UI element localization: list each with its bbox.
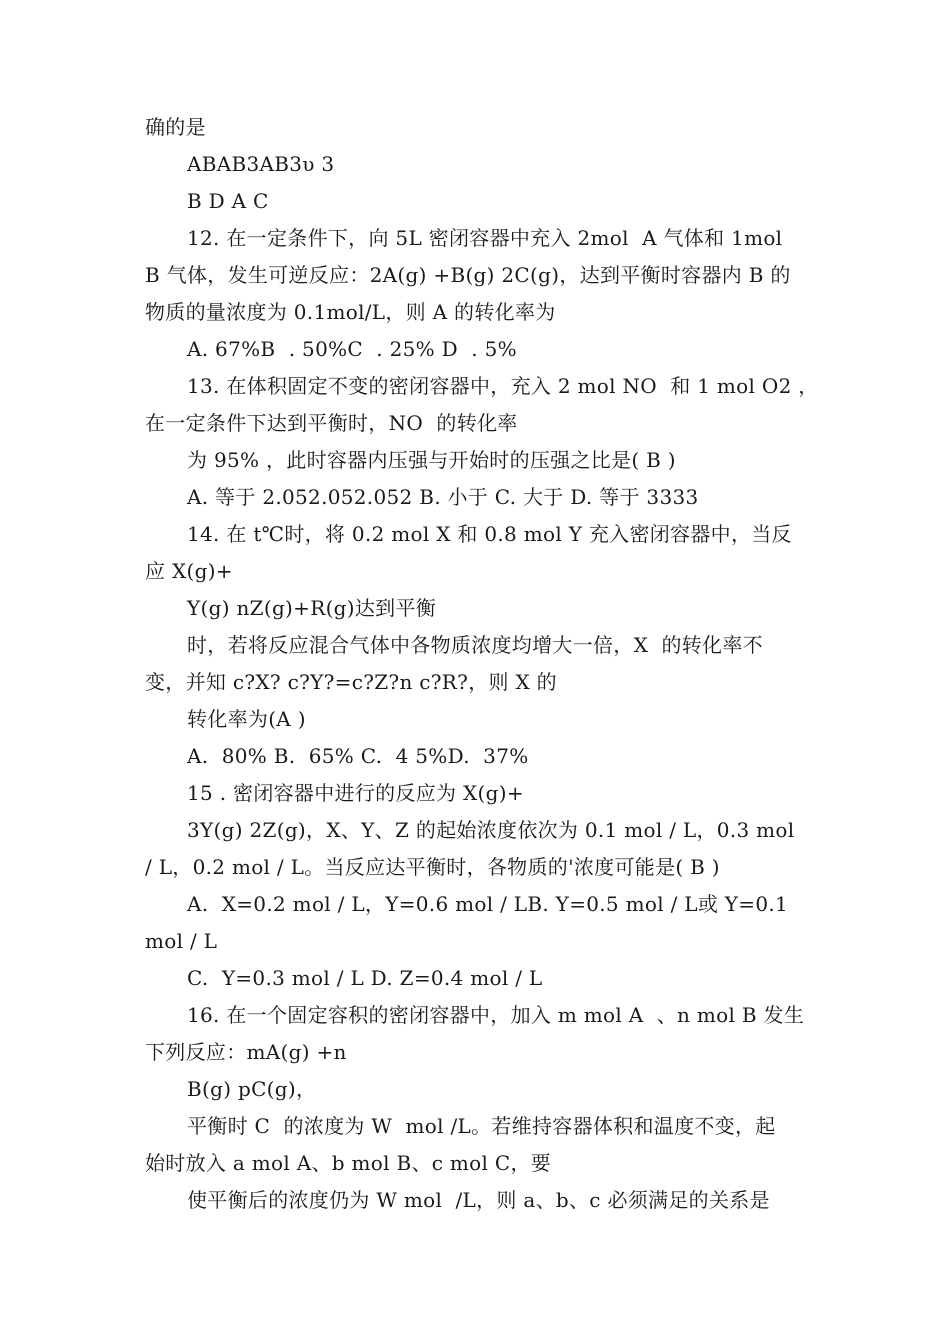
text-line: B D A C [187, 189, 269, 213]
text-line: ABAB3AB3υ 3 [187, 152, 335, 176]
text-line: mol / L [145, 929, 218, 953]
text-line: 物质的量浓度为 0.1mol/L，则 A 的转化率为 [145, 300, 556, 324]
answer-options-line: C. Y=0.3 mol / L D. Z=0.4 mol / L [187, 966, 543, 990]
text-line: 确的是 [145, 115, 206, 139]
answer-options-line: A. 67%B . 50%C . 25% D . 5% [187, 337, 517, 361]
question-16-line: 16. 在一个固定容积的密闭容器中，加入 m mol A 、n mol B 发生 [187, 1003, 805, 1027]
question-13-line: 13. 在体积固定不变的密闭容器中，充入 2 mol NO 和 1 mol O2 ， [187, 374, 819, 398]
text-line: 在一定条件下达到平衡时，NO 的转化率 [145, 411, 518, 435]
text-line: B 气体，发生可逆反应：2A(g) +B(g) 2C(g)，达到平衡时容器内 B 的 [145, 263, 791, 287]
text-line: 使平衡后的浓度仍为 W mol /L，则 a、b、c 必须满足的关系是 [187, 1188, 770, 1212]
text-line: B(g) pC(g)， [187, 1077, 317, 1101]
text-line: 应 X(g)+ [145, 559, 233, 583]
question-12-line: 12. 在一定条件下，向 5L 密闭容器中充入 2mol A 气体和 1mol [187, 226, 783, 250]
text-line: 变，并知 c?X? c?Y?=c?Z?n c?R?，则 X 的 [145, 670, 557, 694]
text-line: 为 95% ，此时容器内压强与开始时的压强之比是( B ) [187, 448, 676, 472]
text-line: Y(g) nZ(g)+R(g)达到平衡 [187, 596, 437, 620]
answer-options-line: A. X=0.2 mol / L，Y=0.6 mol / LB. Y=0.5 mol / L或 Y=0.1 [187, 892, 789, 916]
answer-options-line: A. 等于 2.052.052.052 B. 小于 C. 大于 D. 等于 3333 [187, 485, 699, 509]
question-15-line: 15 . 密闭容器中进行的反应为 X(g)+ [187, 781, 524, 805]
text-line: 平衡时 C 的浓度为 W mol /L。若维持容器体积和温度不变，起 [187, 1114, 776, 1138]
question-14-line: 14. 在 t℃时，将 0.2 mol X 和 0.8 mol Y 充入密闭容器中，当反 [187, 522, 792, 546]
answer-options-line: A. 80% B. 65% C. 4 5%D. 37% [187, 744, 529, 768]
text-line: 时，若将反应混合气体中各物质浓度均增大一倍，X 的转化率不 [187, 633, 763, 657]
text-line: 下列反应：mA(g) +n [145, 1040, 347, 1064]
text-line: 始时放入 a mol A、b mol B、c mol C，要 [145, 1151, 552, 1175]
text-line: / L，0.2 mol / L。当反应达平衡时，各物质的'浓度可能是( B ) [145, 855, 720, 879]
text-line: 3Y(g) 2Z(g)，X、Y、Z 的起始浓度依次为 0.1 mol / L，0.3 mol [187, 818, 795, 842]
text-line: 转化率为(A ) [187, 707, 306, 731]
